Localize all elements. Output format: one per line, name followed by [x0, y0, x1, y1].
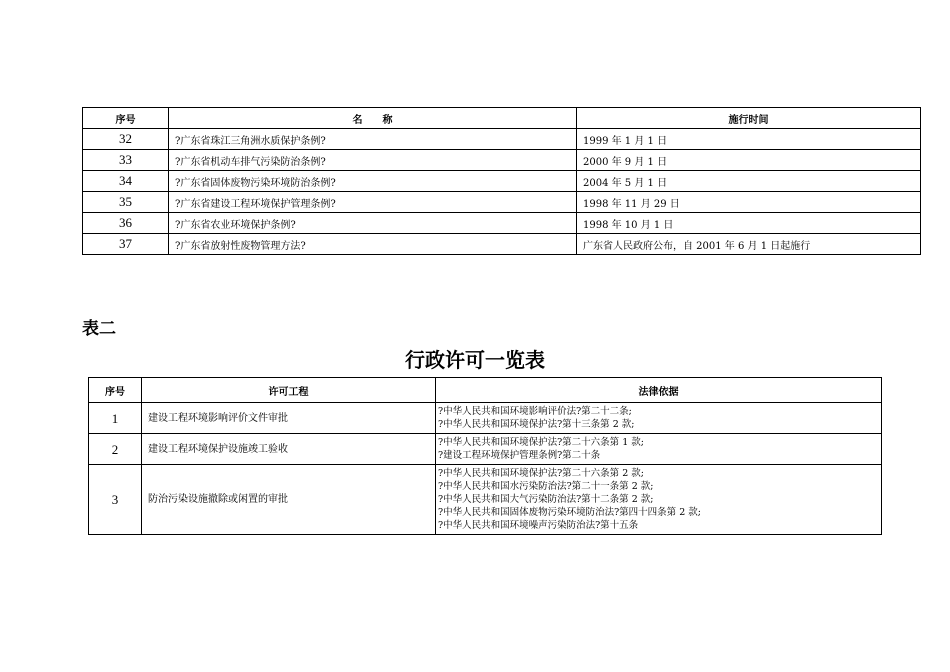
header-basis: 法律依据 [436, 378, 882, 403]
header-seq: 序号 [89, 378, 142, 403]
table-row [83, 129, 921, 150]
item-cell: 防治污染设施撤除或闲置的审批 [142, 465, 436, 535]
item-cell: 建设工程环境影响评价文件审批 [142, 403, 436, 434]
name-cell: ?广东省珠江三角洲水质保护条例? [169, 129, 577, 150]
date-cell: 1998 年 11 月 29 日 [577, 192, 921, 213]
name-cell: ?广东省固体废物污染环境防治条例? [169, 171, 577, 192]
basis-line: ?中华人民共和国环境保护法?第二十六条第 1 款; [438, 437, 644, 448]
seq-cell: 2 [89, 434, 142, 465]
basis-line: ?中华人民共和国环境影响评价法?第二十二条; [438, 406, 632, 417]
basis-line: ?中华人民共和国固体废物污染环境防治法?第四十四条第 2 款; [438, 507, 701, 518]
seq-cell: 35 [83, 192, 169, 213]
name-cell: ?广东省放射性废物管理方法? [169, 234, 577, 255]
basis-cell [436, 403, 882, 434]
table-header-row [89, 378, 882, 403]
basis-line: ?中华人民共和国水污染防治法?第二十一条第 2 款; [438, 481, 654, 492]
date-cell: 2004 年 5 月 1 日 [577, 171, 921, 192]
basis-line: ?中华人民共和国环境保护法?第十三条第 2 款; [438, 419, 635, 430]
seq-cell: 3 [89, 465, 142, 535]
permits-table [88, 377, 882, 535]
basis-line: ?中华人民共和国大气污染防治法?第十二条第 2 款; [438, 494, 654, 505]
table-row [83, 234, 921, 255]
name-cell: ?广东省建设工程环境保护管理条例? [169, 192, 577, 213]
basis-line: ?建设工程环境保护管理条例?第二十条 [438, 450, 601, 461]
section-label: 表二 [82, 319, 116, 339]
seq-cell: 33 [83, 150, 169, 171]
table-row [89, 465, 882, 535]
seq-cell: 1 [89, 403, 142, 434]
header-seq: 序号 [83, 108, 169, 129]
regulations-table [82, 107, 921, 255]
name-cell: ?广东省机动车排气污染防治条例? [169, 150, 577, 171]
table-row [83, 192, 921, 213]
basis-cell [436, 434, 882, 465]
permits-table-body [89, 403, 882, 535]
seq-cell: 34 [83, 171, 169, 192]
header-name: 名 称 [169, 108, 577, 129]
table-row [83, 213, 921, 234]
regulations-table-body [83, 129, 921, 255]
table-row [83, 171, 921, 192]
date-cell: 1998 年 10 月 1 日 [577, 213, 921, 234]
date-cell: 2000 年 9 月 1 日 [577, 150, 921, 171]
table-row [83, 150, 921, 171]
table-header-row [83, 108, 921, 129]
basis-line: ?中华人民共和国环境噪声污染防治法?第十五条 [438, 520, 639, 531]
name-cell: ?广东省农业环境保护条例? [169, 213, 577, 234]
date-cell: 1999 年 1 月 1 日 [577, 129, 921, 150]
seq-cell: 37 [83, 234, 169, 255]
header-item: 许可工程 [142, 378, 436, 403]
item-cell: 建设工程环境保护设施竣工验收 [142, 434, 436, 465]
table-row [89, 434, 882, 465]
header-date: 施行时间 [577, 108, 921, 129]
basis-cell [436, 465, 882, 535]
table-row [89, 403, 882, 434]
seq-cell: 36 [83, 213, 169, 234]
basis-line: ?中华人民共和国环境保护法?第二十六条第 2 款; [438, 468, 644, 479]
seq-cell: 32 [83, 129, 169, 150]
date-cell: 广东省人民政府公布，自 2001 年 6 月 1 日起施行 [577, 234, 921, 255]
section-title: 行政许可一览表 [405, 348, 545, 372]
